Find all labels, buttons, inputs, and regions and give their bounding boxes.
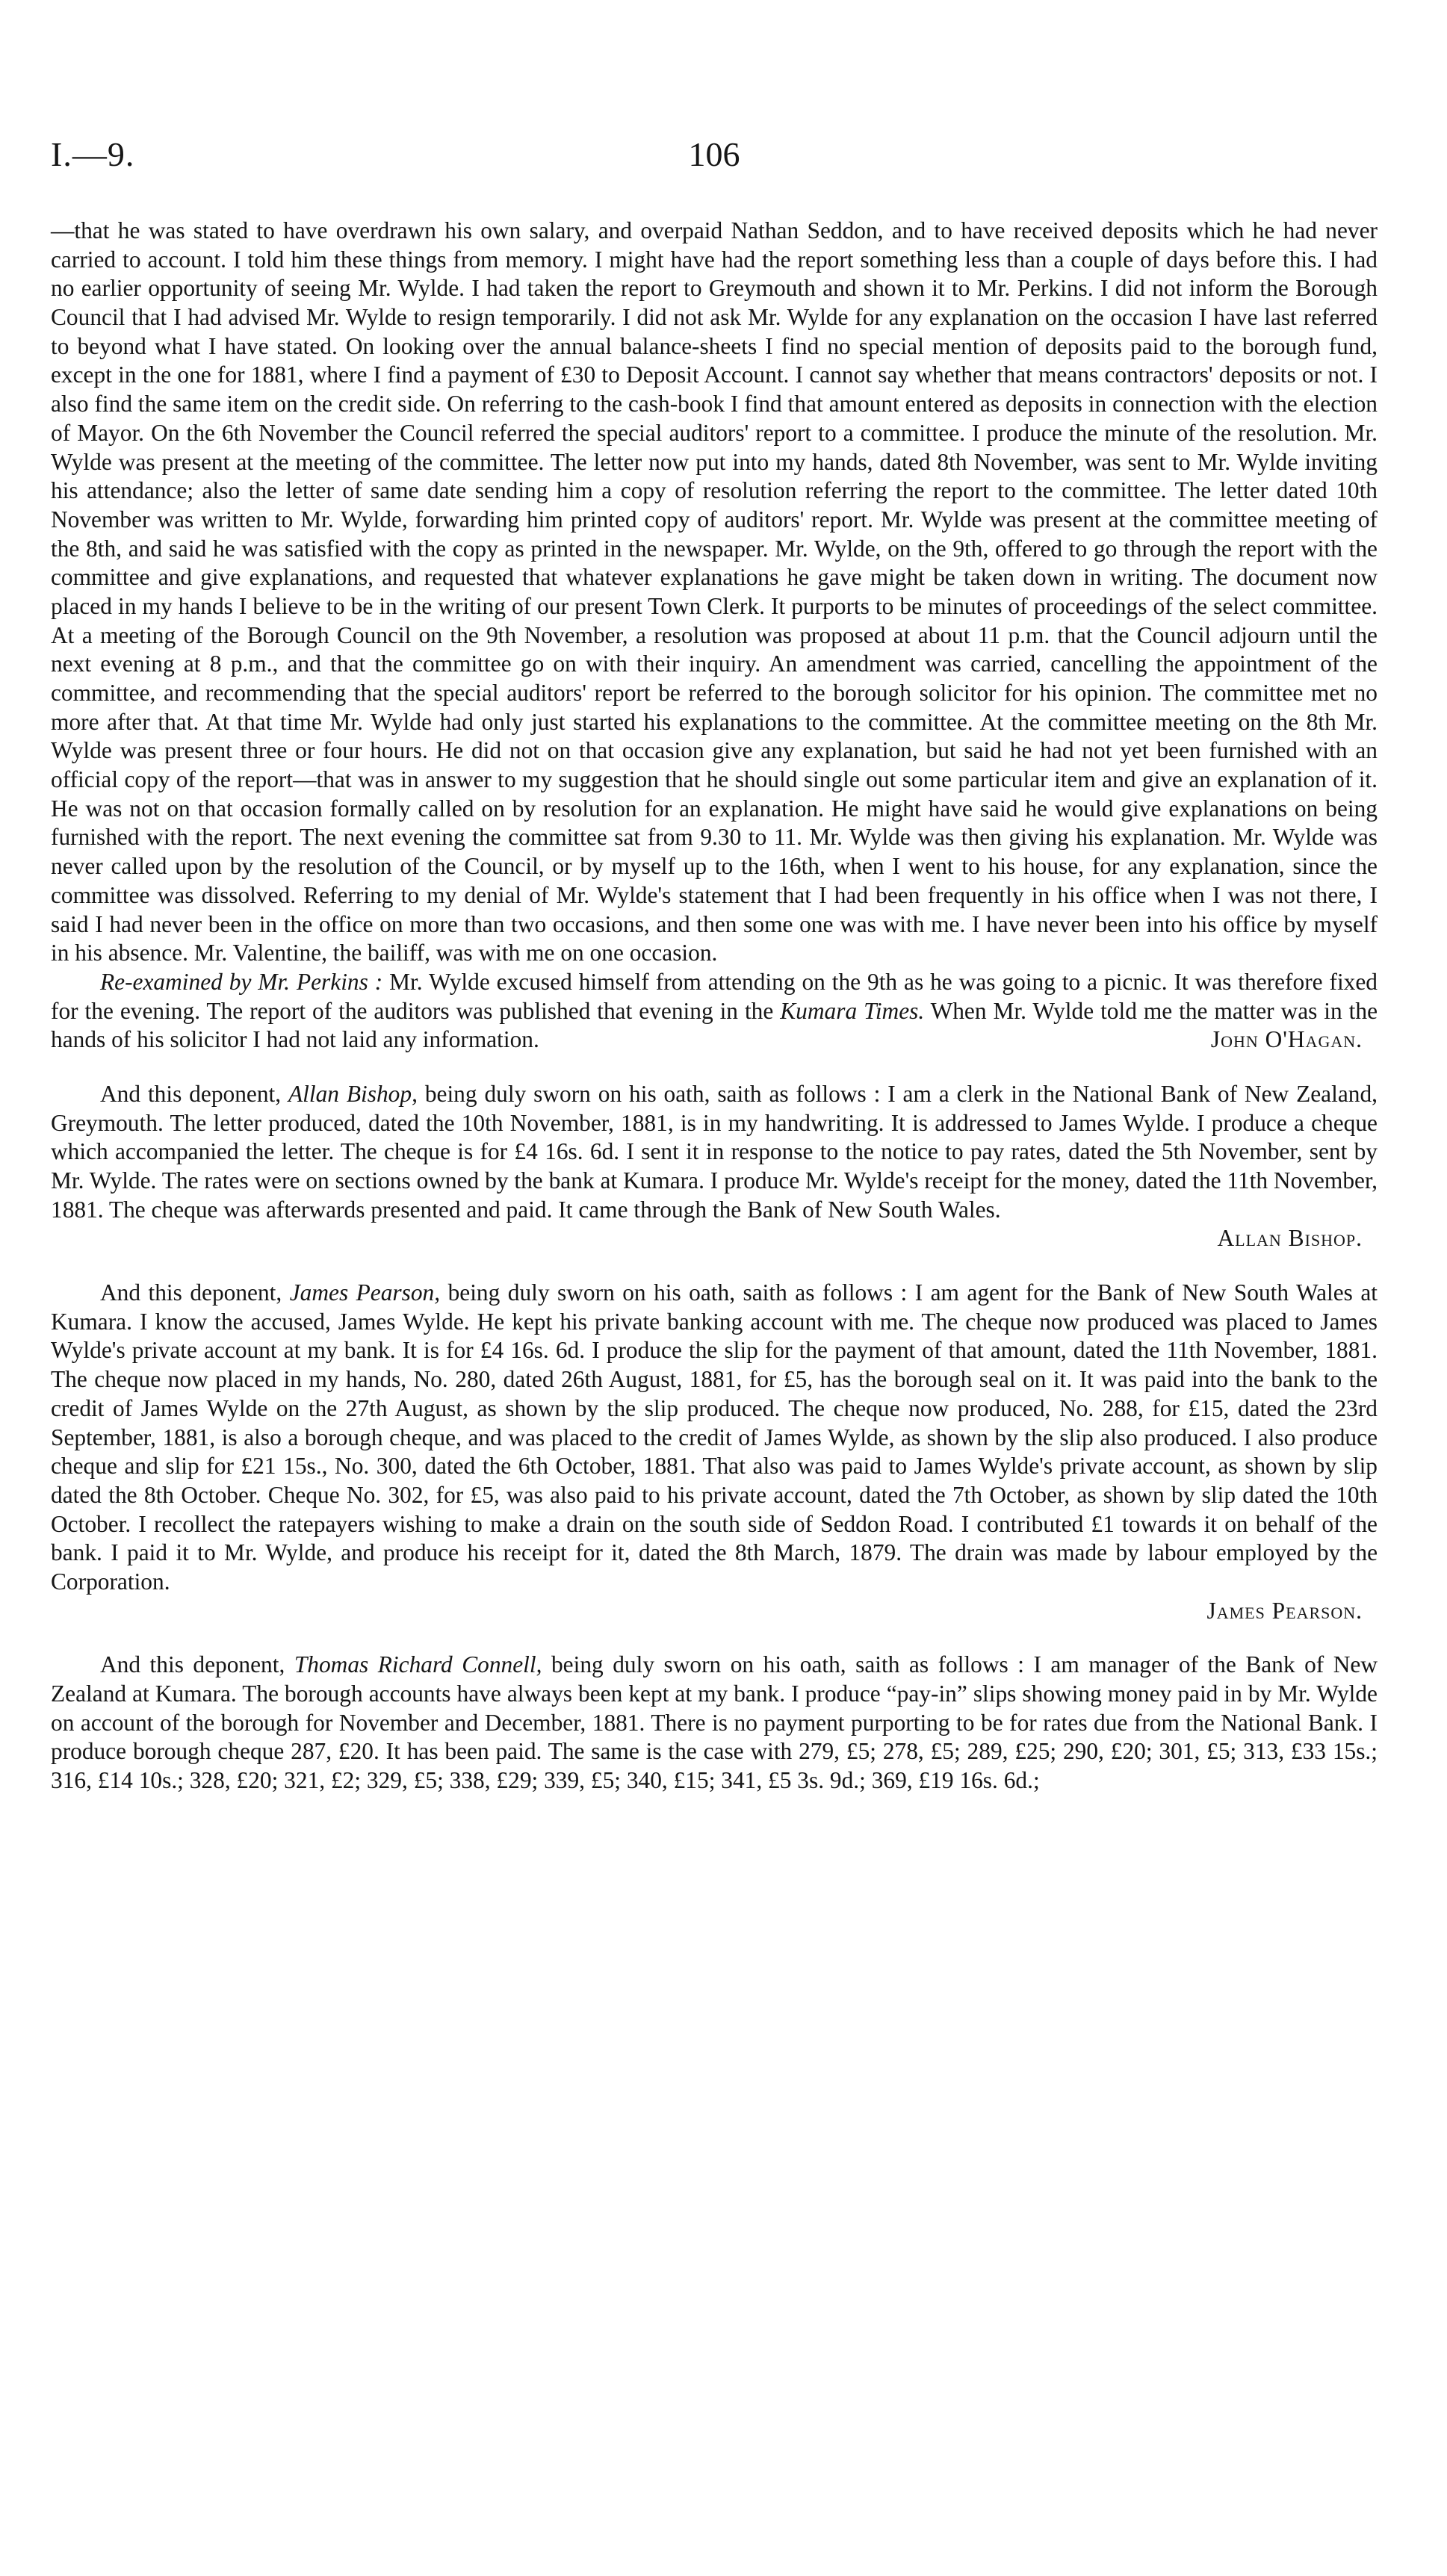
body-text [51, 217, 1378, 1796]
paragraph-allan-bishop: And this deponent, Allan Bishop, being duly sworn on his oath, saith as follows : I am a clerk in the National Bank of New Zealand, Greymouth. The letter produced, dated the 10th November, 1881, is in my handwriting. It is addressed to James Wylde. I produce a cheque which accompanied the letter. The cheque is for £4 16s. 6d. I sent it in response to the notice to pay rates, dated the 5th November, sent by Mr. Wylde. The rates were on sections owned by the bank at Kumara. I produce Mr. Wylde's receipt for the money, dated the 11th November, 1881. The cheque was afterwards presented and paid. It came through the Bank of New South Wales. [51, 1080, 1378, 1223]
paragraph-thomas-connell: And this deponent, Thomas Richard Connell, being duly sworn on his oath, saith as follows : I am manager of the Bank of New Zealand at Kumara. The borough accounts have always been kept at my bank. I produce “pay-in” slips showing money paid in by Mr. Wylde on account of the borough for November and December, 1881. There is no payment purporting to be for rates due from the National Bank. I produce borough cheque 287, £20. It has been paid. The same is the case with 279, £5; 278, £5; 289, £25; 290, £20; 301, £5; 313, £33 15s.; 316, £14 10s.; 328, £20; 321, £2; 329, £5; 338, £29; 339, £5; 340, £15; 341, £5 3s. 9d.; 369, £19 16s. 6d.; [51, 1651, 1378, 1794]
signature-allan-bishop: Allan Bishop. [1217, 1225, 1363, 1252]
newspaper-title: Kumara Times. [780, 997, 925, 1024]
re-examination-label: Re-examined by Mr. Perkins : [100, 968, 383, 995]
paragraph-ohagan-evidence: —that he was stated to have overdrawn his own salary, and overpaid Nathan Seddon, and to have received deposits which he had never carried to account. I told him these things from memory. I might have had the report something less than a couple of days before this. I had no earlier opportunity of seeing Mr. Wylde. I had taken the report to Greymouth and shown it to Mr. Perkins. I did not inform the Borough Council that I had advised Mr. Wylde to resign temporarily. I did not ask Mr. Wylde for any explanation on the occasion I have last referred to beyond what I have stated. On looking over the annual balance-sheets I find no special mention of deposits paid to the borough fund, except in the one for 1881, where I find a payment of £30 to Deposit Account. I cannot say whether that means contractors' deposits or not. I also find the same item on the credit side. On referring to the cash-book I find that amount entered as deposits in connection with the election of Mayor. On the 6th November the Council referred the special auditors' report to a committee. I produce the minute of the resolution. Mr. Wylde was present at the meeting of the committee. The letter now put into my hands, dated 8th November, was sent to Mr. Wylde inviting his attendance; also the letter of same date sending him a copy of resolution referring the report to the committee. The letter dated 10th November was written to Mr. Wylde, forwarding him printed copy of auditors' report. Mr. Wylde was present at the committee meeting of the 8th, and said he was satisfied with the copy as printed in the newspaper. Mr. Wylde, on the 9th, offered to go through the report with the committee and give explanations, and requested that whatever explanations he gave might be taken down in writing. The document now placed in my hands I believe to be in the writing of our present Town Clerk. It purports to be minutes of proceedings of the select committee. At a meeting of the Borough Council on the 9th November, a resolution was proposed at about 11 p.m. that the Council adjourn until the next evening at 8 p.m., and that the committee go on with their inquiry. An amendment was carried, cancelling the appointment of the committee, and recommending that the special auditors' report be referred to the borough solicitor for his opinion. The committee met no more after that. At that time Mr. Wylde had only just started his explanations to the committee. At the committee meeting on the 8th Mr. Wylde was present three or four hours. He did not on that occasion give any explanation, but said he had not yet been furnished with an official copy of the report—that was in answer to my suggestion that he should single out some particular item and give an explanation of it. He was not on that occasion formally called on by resolution for an explanation. He might have said he would give explanations on being furnished with the report. The next evening the committee sat from 9.30 to 11. Mr. Wylde was then giving his explanation. Mr. Wylde was never called upon by the resolution of the Council, or by myself up to the 16th, when I went to his house, for any explanation, since the committee was dissolved. Referring to my denial of Mr. Wylde's statement that I had been frequently in his office when I was not there, I said I had never been in the office on more than two occasions, and then some one was with me. I have never been into his office by myself in his absence. Mr. Valentine, the bailiff, was with me on one occasion. [51, 217, 1378, 966]
document-reference: I.—9. [51, 135, 135, 173]
paragraph-re-examination: Re-examined by Mr. Perkins : Mr. Wylde excused himself from attending on the 9th as he was going to a picnic. It was therefore fixed for the evening. The report of the auditors was published that evening in the Kumara Times. When Mr. Wylde told me the matter was in the hands of his solicitor I had not laid any information. John O'Hagan. [51, 968, 1378, 1055]
paragraph-james-pearson: And this deponent, James Pearson, being duly sworn on his oath, saith as follows : I am agent for the Bank of New South Wales at Kumara. I know the accused, James Wylde. He kept his private banking account with me. The cheque now produced was placed to James Wylde's private account at my bank. It is for £4 16s. 6d. I produce the slip for the payment of that amount, dated the 11th November, 1881. The cheque now placed in my hands, No. 280, dated 26th August, 1881, for £5, has the borough seal on it. It was paid into the bank to the credit of James Wylde on the 27th August, as shown by the slip produced. The cheque now produced, No. 288, for £15, dated the 23rd September, 1881, is also a borough cheque, and was placed to the credit of James Wylde, as shown by the slip also produced. I also produce cheque and slip for £21 15s., No. 300, dated the 6th October, 1881. That also was paid to James Wylde's private account, as shown by slip dated the 8th October. Cheque No. 302, for £5, was also paid to his private account, dated the 7th October, as shown by slip dated the 10th October. I recollect the ratepayers wishing to make a drain on the south side of Seddon Road. I contributed £1 towards it on behalf of the bank. I paid it to Mr. Wylde, and produce his receipt for it, dated the 8th March, 1879. The drain was made by labour employed by the Corporation. [51, 1279, 1378, 1595]
signature-james-pearson: James Pearson. [1206, 1597, 1363, 1624]
deponent-name: Allan Bishop, [288, 1080, 418, 1107]
page-header [51, 134, 1378, 187]
page-number: 106 [688, 135, 740, 173]
deponent-name: Thomas Richard Connell, [294, 1651, 542, 1678]
signature-john-ohagan: John O'Hagan. [1210, 1026, 1363, 1053]
deponent-name: James Pearson, [289, 1279, 441, 1306]
document-page [51, 134, 1378, 1796]
